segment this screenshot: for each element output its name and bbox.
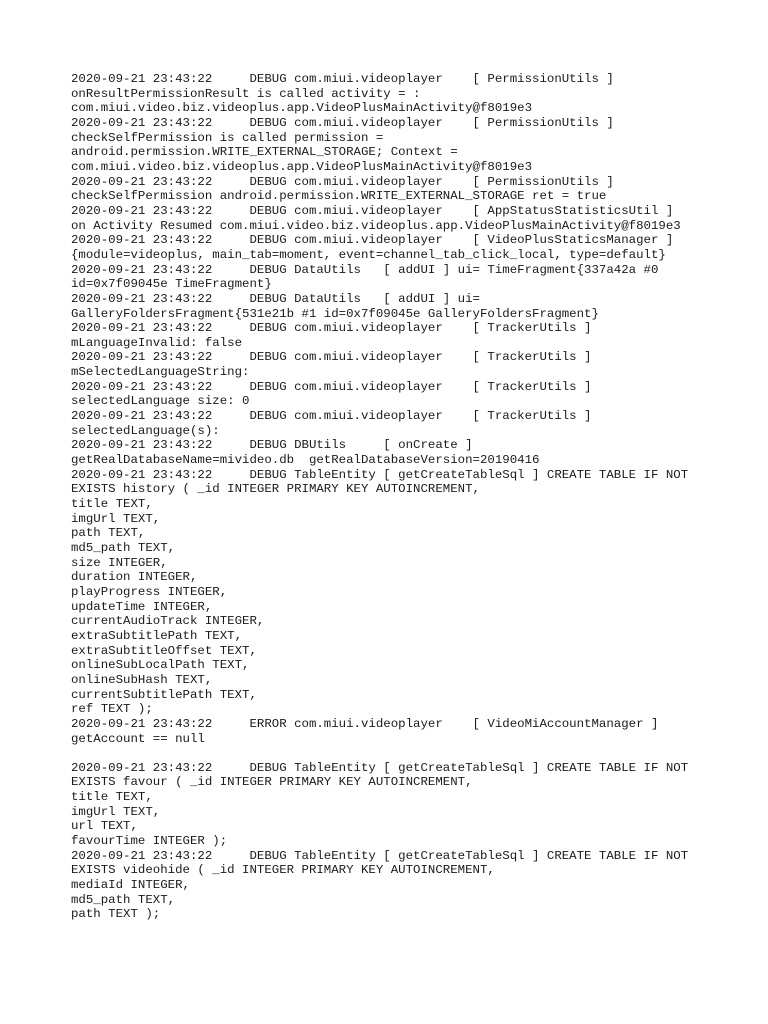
log-line: onResultPermissionResult is called activity = : xyxy=(71,86,421,101)
log-line: 2020-09-21 23:43:22 DEBUG com.miui.videoplayer [ PermissionUtils ] xyxy=(71,115,614,130)
log-line: updateTime INTEGER, xyxy=(71,599,213,614)
log-line: title TEXT, xyxy=(71,497,153,512)
log-line: 2020-09-21 23:43:22 DEBUG DBUtils [ onCreate ] xyxy=(71,438,473,453)
log-line: size INTEGER, xyxy=(71,555,168,570)
log-line: getRealDatabaseName=mivideo.db getRealDatabaseVersion=20190416 xyxy=(71,453,540,468)
log-line: url TEXT, xyxy=(71,819,138,834)
log-line: 2020-09-21 23:43:22 DEBUG com.miui.videoplayer [ PermissionUtils ] xyxy=(71,174,614,189)
log-line: onlineSubLocalPath TEXT, xyxy=(71,658,250,673)
log-line: onlineSubHash TEXT, xyxy=(71,672,213,687)
log-line: android.permission.WRITE_EXTERNAL_STORAGE; Context = xyxy=(71,145,458,160)
log-line: favourTime INTEGER ); xyxy=(71,834,228,849)
log-line: path TEXT ); xyxy=(71,907,161,922)
log-line: 2020-09-21 23:43:22 DEBUG com.miui.videoplayer [ AppStatusStatisticsUtil ] xyxy=(71,203,674,218)
log-line: path TEXT, xyxy=(71,526,146,541)
log-line: 2020-09-21 23:43:22 DEBUG com.miui.videoplayer [ TrackerUtils ] xyxy=(71,321,592,336)
log-line: EXISTS history ( _id INTEGER PRIMARY KEY AUTOINCREMENT, xyxy=(71,482,480,497)
log-line: com.miui.video.biz.videoplus.app.VideoPlusMainActivity@f8019e3 xyxy=(71,159,533,174)
log-line: currentAudioTrack INTEGER, xyxy=(71,614,265,629)
log-line: 2020-09-21 23:43:22 DEBUG TableEntity [ getCreateTableSql ] CREATE TABLE IF NOT xyxy=(71,467,689,482)
log-line: GalleryFoldersFragment{531e21b #1 id=0x7f09045e GalleryFoldersFragment} xyxy=(71,306,599,321)
log-line: mSelectedLanguageString: xyxy=(71,365,250,380)
log-line: com.miui.video.biz.videoplus.app.VideoPlusMainActivity@f8019e3 xyxy=(71,101,533,116)
log-line: getAccount == null xyxy=(71,731,205,746)
log-line: md5_path TEXT, xyxy=(71,892,176,907)
log-text-block xyxy=(71,72,731,922)
log-line: selectedLanguage(s): xyxy=(71,423,220,438)
log-line: 2020-09-21 23:43:22 DEBUG com.miui.videoplayer [ VideoPlusStaticsManager ] xyxy=(71,233,674,248)
log-line: extraSubtitleOffset TEXT, xyxy=(71,643,257,658)
log-line: md5_path TEXT, xyxy=(71,541,176,555)
log-line: ref TEXT ); xyxy=(71,702,153,717)
log-line: 2020-09-21 23:43:22 DEBUG com.miui.videoplayer [ TrackerUtils ] xyxy=(71,409,592,424)
log-line: selectedLanguage size: 0 xyxy=(71,394,250,409)
log-line: 2020-09-21 23:43:22 DEBUG DataUtils [ addUI ] ui= TimeFragment{337a42a #0 xyxy=(71,262,659,277)
log-line: 2020-09-21 23:43:22 DEBUG TableEntity [ getCreateTableSql ] CREATE TABLE IF NOT xyxy=(71,848,689,863)
log-line: 2020-09-21 23:43:22 DEBUG com.miui.videoplayer [ PermissionUtils ] xyxy=(71,72,614,86)
log-line: currentSubtitlePath TEXT, xyxy=(71,687,257,702)
log-line: 2020-09-21 23:43:22 DEBUG DataUtils [ addUI ] ui= xyxy=(71,291,480,306)
log-line: 2020-09-21 23:43:22 ERROR com.miui.videoplayer [ VideoMiAccountManager ] xyxy=(71,716,659,731)
log-line: imgUrl TEXT, xyxy=(71,511,161,526)
log-line: extraSubtitlePath TEXT, xyxy=(71,628,243,643)
log-line: EXISTS videohide ( _id INTEGER PRIMARY KEY AUTOINCREMENT, xyxy=(71,863,495,878)
log-line: id=0x7f09045e TimeFragment} xyxy=(71,277,272,292)
log-line: on Activity Resumed com.miui.video.biz.videoplus.app.VideoPlusMainActivity@f8019e3 xyxy=(71,218,681,233)
log-line xyxy=(71,746,731,761)
log-line: title TEXT, xyxy=(71,790,153,805)
log-line: checkSelfPermission is called permission = xyxy=(71,130,384,145)
log-line: mediaId INTEGER, xyxy=(71,878,190,893)
log-line: checkSelfPermission android.permission.WRITE_EXTERNAL_STORAGE ret = true xyxy=(71,189,607,204)
log-line: playProgress INTEGER, xyxy=(71,584,228,599)
log-line: EXISTS favour ( _id INTEGER PRIMARY KEY AUTOINCREMENT, xyxy=(71,775,473,790)
log-line: duration INTEGER, xyxy=(71,570,198,585)
log-line: mLanguageInvalid: false xyxy=(71,335,243,350)
log-line: {module=videoplus, main_tab=moment, event=channel_tab_click_local, type=default} xyxy=(71,247,666,262)
log-line: 2020-09-21 23:43:22 DEBUG com.miui.videoplayer [ TrackerUtils ] xyxy=(71,379,592,394)
log-line: 2020-09-21 23:43:22 DEBUG TableEntity [ getCreateTableSql ] CREATE TABLE IF NOT xyxy=(71,760,689,775)
log-line: 2020-09-21 23:43:22 DEBUG com.miui.videoplayer [ TrackerUtils ] xyxy=(71,350,592,365)
log-line: imgUrl TEXT, xyxy=(71,804,161,819)
